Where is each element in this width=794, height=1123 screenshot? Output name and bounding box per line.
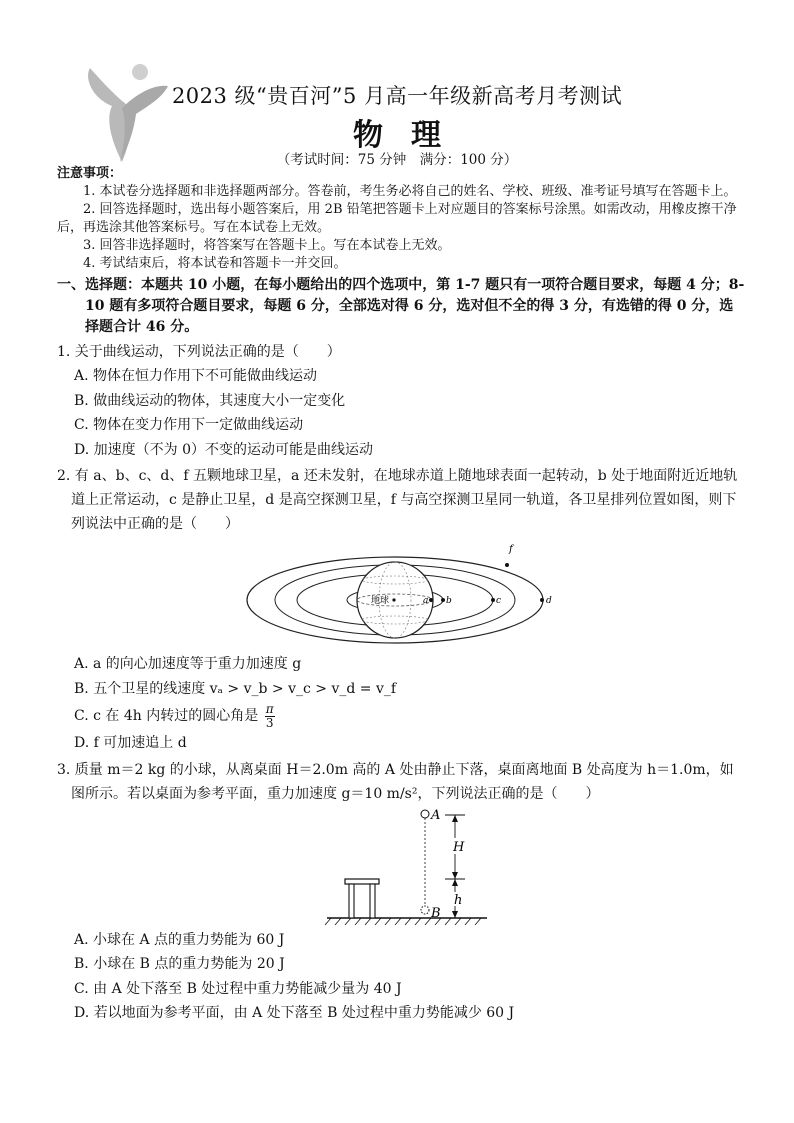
question-stem: 2. 有 a、b、c、d、f 五颗地球卫星，a 还未发射，在地球赤道上随地球表面一起转动，b 处于地面附近近地轨道上正常运动，c 是静止卫星，d 是高空探测卫星，f 与高空探测卫星同一轨道，各卫星排列位置如图，则下列说法中正确的是（ ） bbox=[57, 468, 738, 532]
option-d: D. f 可加速追上 d bbox=[74, 735, 187, 751]
label-d: d bbox=[546, 596, 552, 606]
notice-item: 2. 回答选择题时，选出每小题答案后，用 2B 铅笔把答题卡上对应题目的答案标号涂黑。如需改动，用橡皮擦干净后，再选涂其他答案标号。写在本试卷上无效。 bbox=[57, 202, 737, 235]
question-stem: 1. 关于曲线运动，下列说法正确的是（ ） bbox=[57, 344, 341, 360]
option-c-text: C. c 在 4h 内转过的圆心角是 bbox=[74, 708, 259, 724]
label-a: a bbox=[423, 596, 429, 606]
label-h: h bbox=[454, 892, 463, 908]
option-a: A. a 的向心加速度等于重力加速度 g bbox=[74, 656, 302, 672]
option-c bbox=[57, 701, 747, 731]
label-A: A bbox=[431, 807, 441, 823]
exam-title: 2023 级“贵百河”5 月高一年级新高考月考测试 bbox=[171, 84, 623, 108]
notice-item: 1. 本试卷分选择题和非选择题两部分。答卷前，考生务必将自己的姓名、学校、班级、准考证号填写在答题卡上。 bbox=[83, 184, 737, 199]
satellite-orbit-figure bbox=[245, 538, 565, 648]
option-d: D. 若以地面为参考平面，由 A 处下落至 B 处过程中重力势能减少 60 J bbox=[74, 1005, 515, 1021]
notice-item: 4. 考试结束后，将本试卷和答题卡一并交回。 bbox=[83, 256, 347, 271]
option-d: D. 加速度（不为 0）不变的运动可能是曲线运动 bbox=[74, 441, 373, 458]
fraction-denominator: 3 bbox=[265, 715, 274, 730]
notice-heading: 注意事项： bbox=[57, 166, 123, 181]
option-a: A. 物体在恒力作用下不可能做曲线运动 bbox=[74, 368, 318, 384]
exam-content bbox=[57, 165, 747, 1026]
question-stem: 3. 质量 m＝2 kg 的小球，从离桌面 H＝2.0m 高的 A 处由静止下落，桌面离地面 B 处高度为 h＝1.0m，如图所示。若以桌面为参考平面，重力加速度 g＝10 m/s²，下列说法正确的是（ ） bbox=[57, 761, 734, 802]
option-b: B. 小球在 B 点的重力势能为 20 J bbox=[74, 956, 285, 972]
label-c: c bbox=[496, 596, 502, 606]
option-b: B. 做曲线运动的物体，其速度大小一定变化 bbox=[74, 392, 346, 409]
earth-label: 地球 bbox=[371, 596, 390, 606]
label-f: f bbox=[509, 544, 513, 555]
section-heading: 一、选择题：本题共 10 小题，在每小题给出的四个选项中，第 1-7 题只有一项符合题目要求，每题 4 分；8-10 题有多项符合题目要求，每题 6 分，全部选对得 6 分，选对但不全的得 3 分，有选错的得 0 分，选择题合计 46 分。 bbox=[57, 277, 745, 335]
notice-item: 3. 回答非选择题时，将答案写在答题卡上。写在本试卷上无效。 bbox=[83, 238, 451, 253]
option-a: A. 小球在 A 点的重力势能为 60 J bbox=[74, 931, 285, 948]
label-H: H bbox=[453, 839, 465, 855]
label-b: b bbox=[446, 596, 452, 606]
question-3 bbox=[57, 758, 747, 1026]
fraction bbox=[265, 703, 275, 730]
exam-info: （考试时间：75 分钟 满分：100 分） bbox=[276, 152, 518, 168]
fraction-numerator: π bbox=[265, 701, 274, 716]
question-1 bbox=[57, 340, 747, 462]
option-b: B. 五个卫星的线速度 vₐ > v_b > v_c > v_d = v_f bbox=[74, 680, 397, 697]
option-c: C. 由 A 处下落至 B 处过程中重力势能减少量为 40 J bbox=[74, 980, 402, 997]
question-2 bbox=[57, 464, 747, 756]
subject-title: 物理 bbox=[353, 118, 469, 153]
falling-ball-figure bbox=[317, 806, 517, 928]
label-B: B bbox=[431, 905, 441, 921]
notice-block bbox=[57, 165, 747, 273]
option-c: C. 物体在变力作用下一定做曲线运动 bbox=[74, 417, 304, 433]
